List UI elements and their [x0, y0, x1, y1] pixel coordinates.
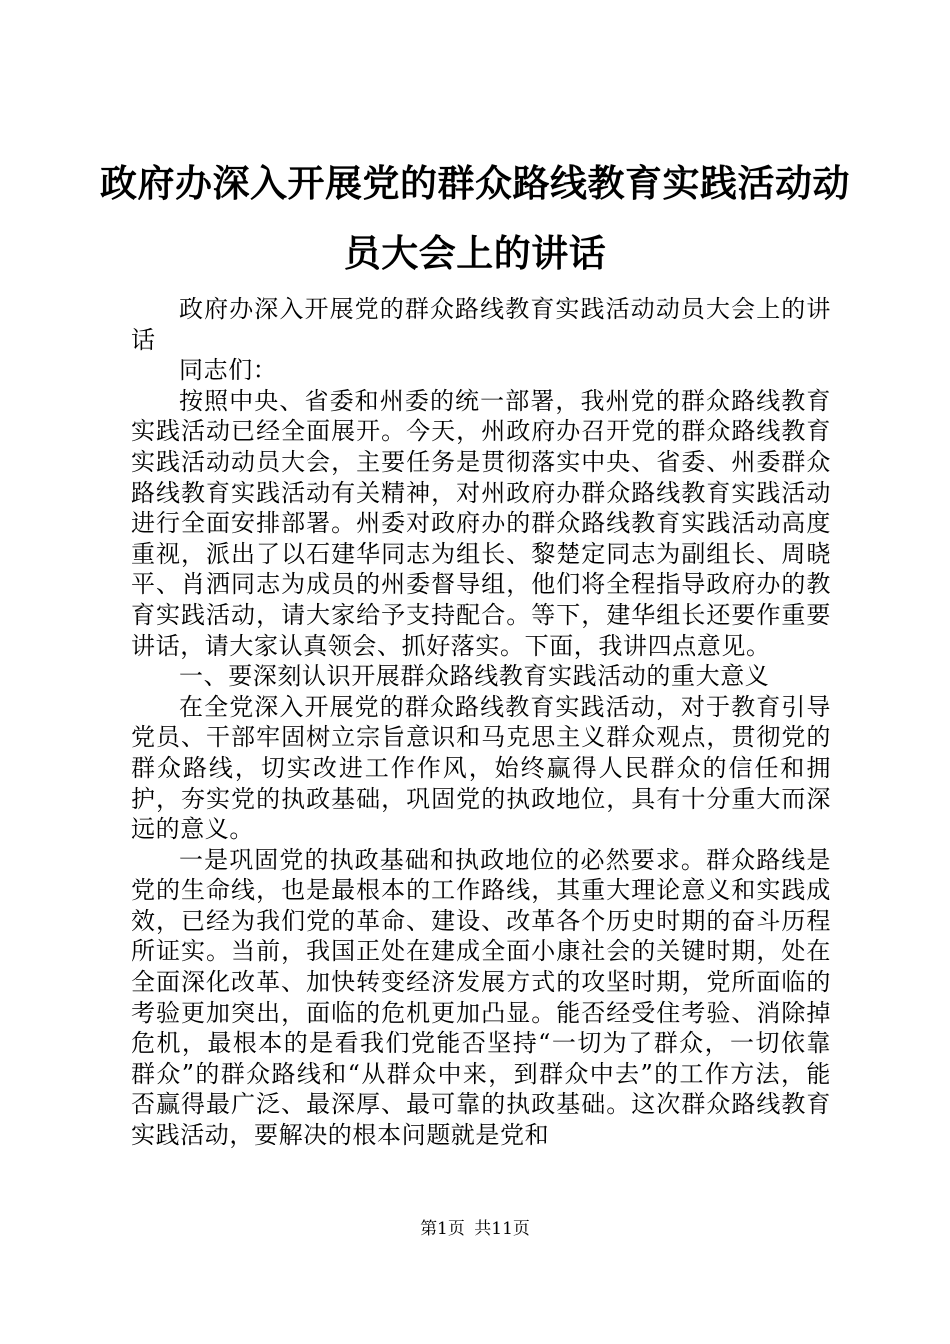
body-paragraph-heading-repeat: 政府办深入开展党的群众路线教育实践活动动员大会上的讲话 — [131, 295, 831, 354]
body-paragraph-salutation: 同志们： — [179, 356, 278, 385]
body-paragraph-significance: 在全党深入开展党的群众路线教育实践活动，对于教育引导党员、干部牢固树立宗旨意识和马克思主义群众观点，贯彻党的群众路线，切实改进工作作风，始终赢得人民群众的信任和拥护，夯实党的执政基础，巩固党的执政地位，具有十分重大而深远的意义。 — [131, 692, 831, 844]
document-title-line-2: 员大会上的讲话 — [343, 231, 607, 275]
page-footer — [0, 1218, 950, 1240]
body-paragraph-point-1: 一是巩固党的执政基础和执政地位的必然要求。群众路线是党的生命线，也是最根本的工作路线，其重大理论意义和实践成效，已经为我们党的革命、建设、改革各个历史时期的奋斗历程所证实。当前，我国正处在建成全面小康社会的关键时期，处在全面深化改革、加快转变经济发展方式的攻坚时期，党所面临的考验更加突出，面临的危机更加凸显。能否经受住考验、消除掉危机，最根本的是看我们党能否坚持“一切为了群众，一切依靠群众”的群众路线和“从群众中来，到群众中去”的工作方法，能否赢得最广泛、最深厚、最可靠的执政基础。这次群众路线教育实践活动，要解决的根本问题就是党和 — [131, 845, 831, 1150]
document-title-line-1: 政府办深入开展党的群众路线教育实践活动动 — [100, 161, 850, 205]
page-number: 第1页 — [420, 1219, 465, 1239]
body-paragraph-intro: 按照中央、省委和州委的统一部署，我州党的群众路线教育实践活动已经全面展开。今天，州政府办召开党的群众路线教育实践活动动员大会，主要任务是贯彻落实中央、省委、州委群众路线教育实践活动有关精神，对州政府办群众路线教育实践活动进行全面安排部署。州委对政府办的群众路线教育实践活动高度重视，派出了以石建华同志为组长、黎楚定同志为副组长、周晓平、肖洒同志为成员的州委督导组，他们将全程指导政府办的教育实践活动，请大家给予支持配合。等下，建华组长还要作重要讲话，请大家认真领会、抓好落实。下面，我讲四点意见。 — [131, 386, 831, 660]
document-body — [131, 294, 831, 1151]
body-section-heading-1: 一、要深刻认识开展群众路线教育实践活动的重大意义 — [179, 662, 770, 691]
page-total: 共11页 — [474, 1219, 530, 1239]
